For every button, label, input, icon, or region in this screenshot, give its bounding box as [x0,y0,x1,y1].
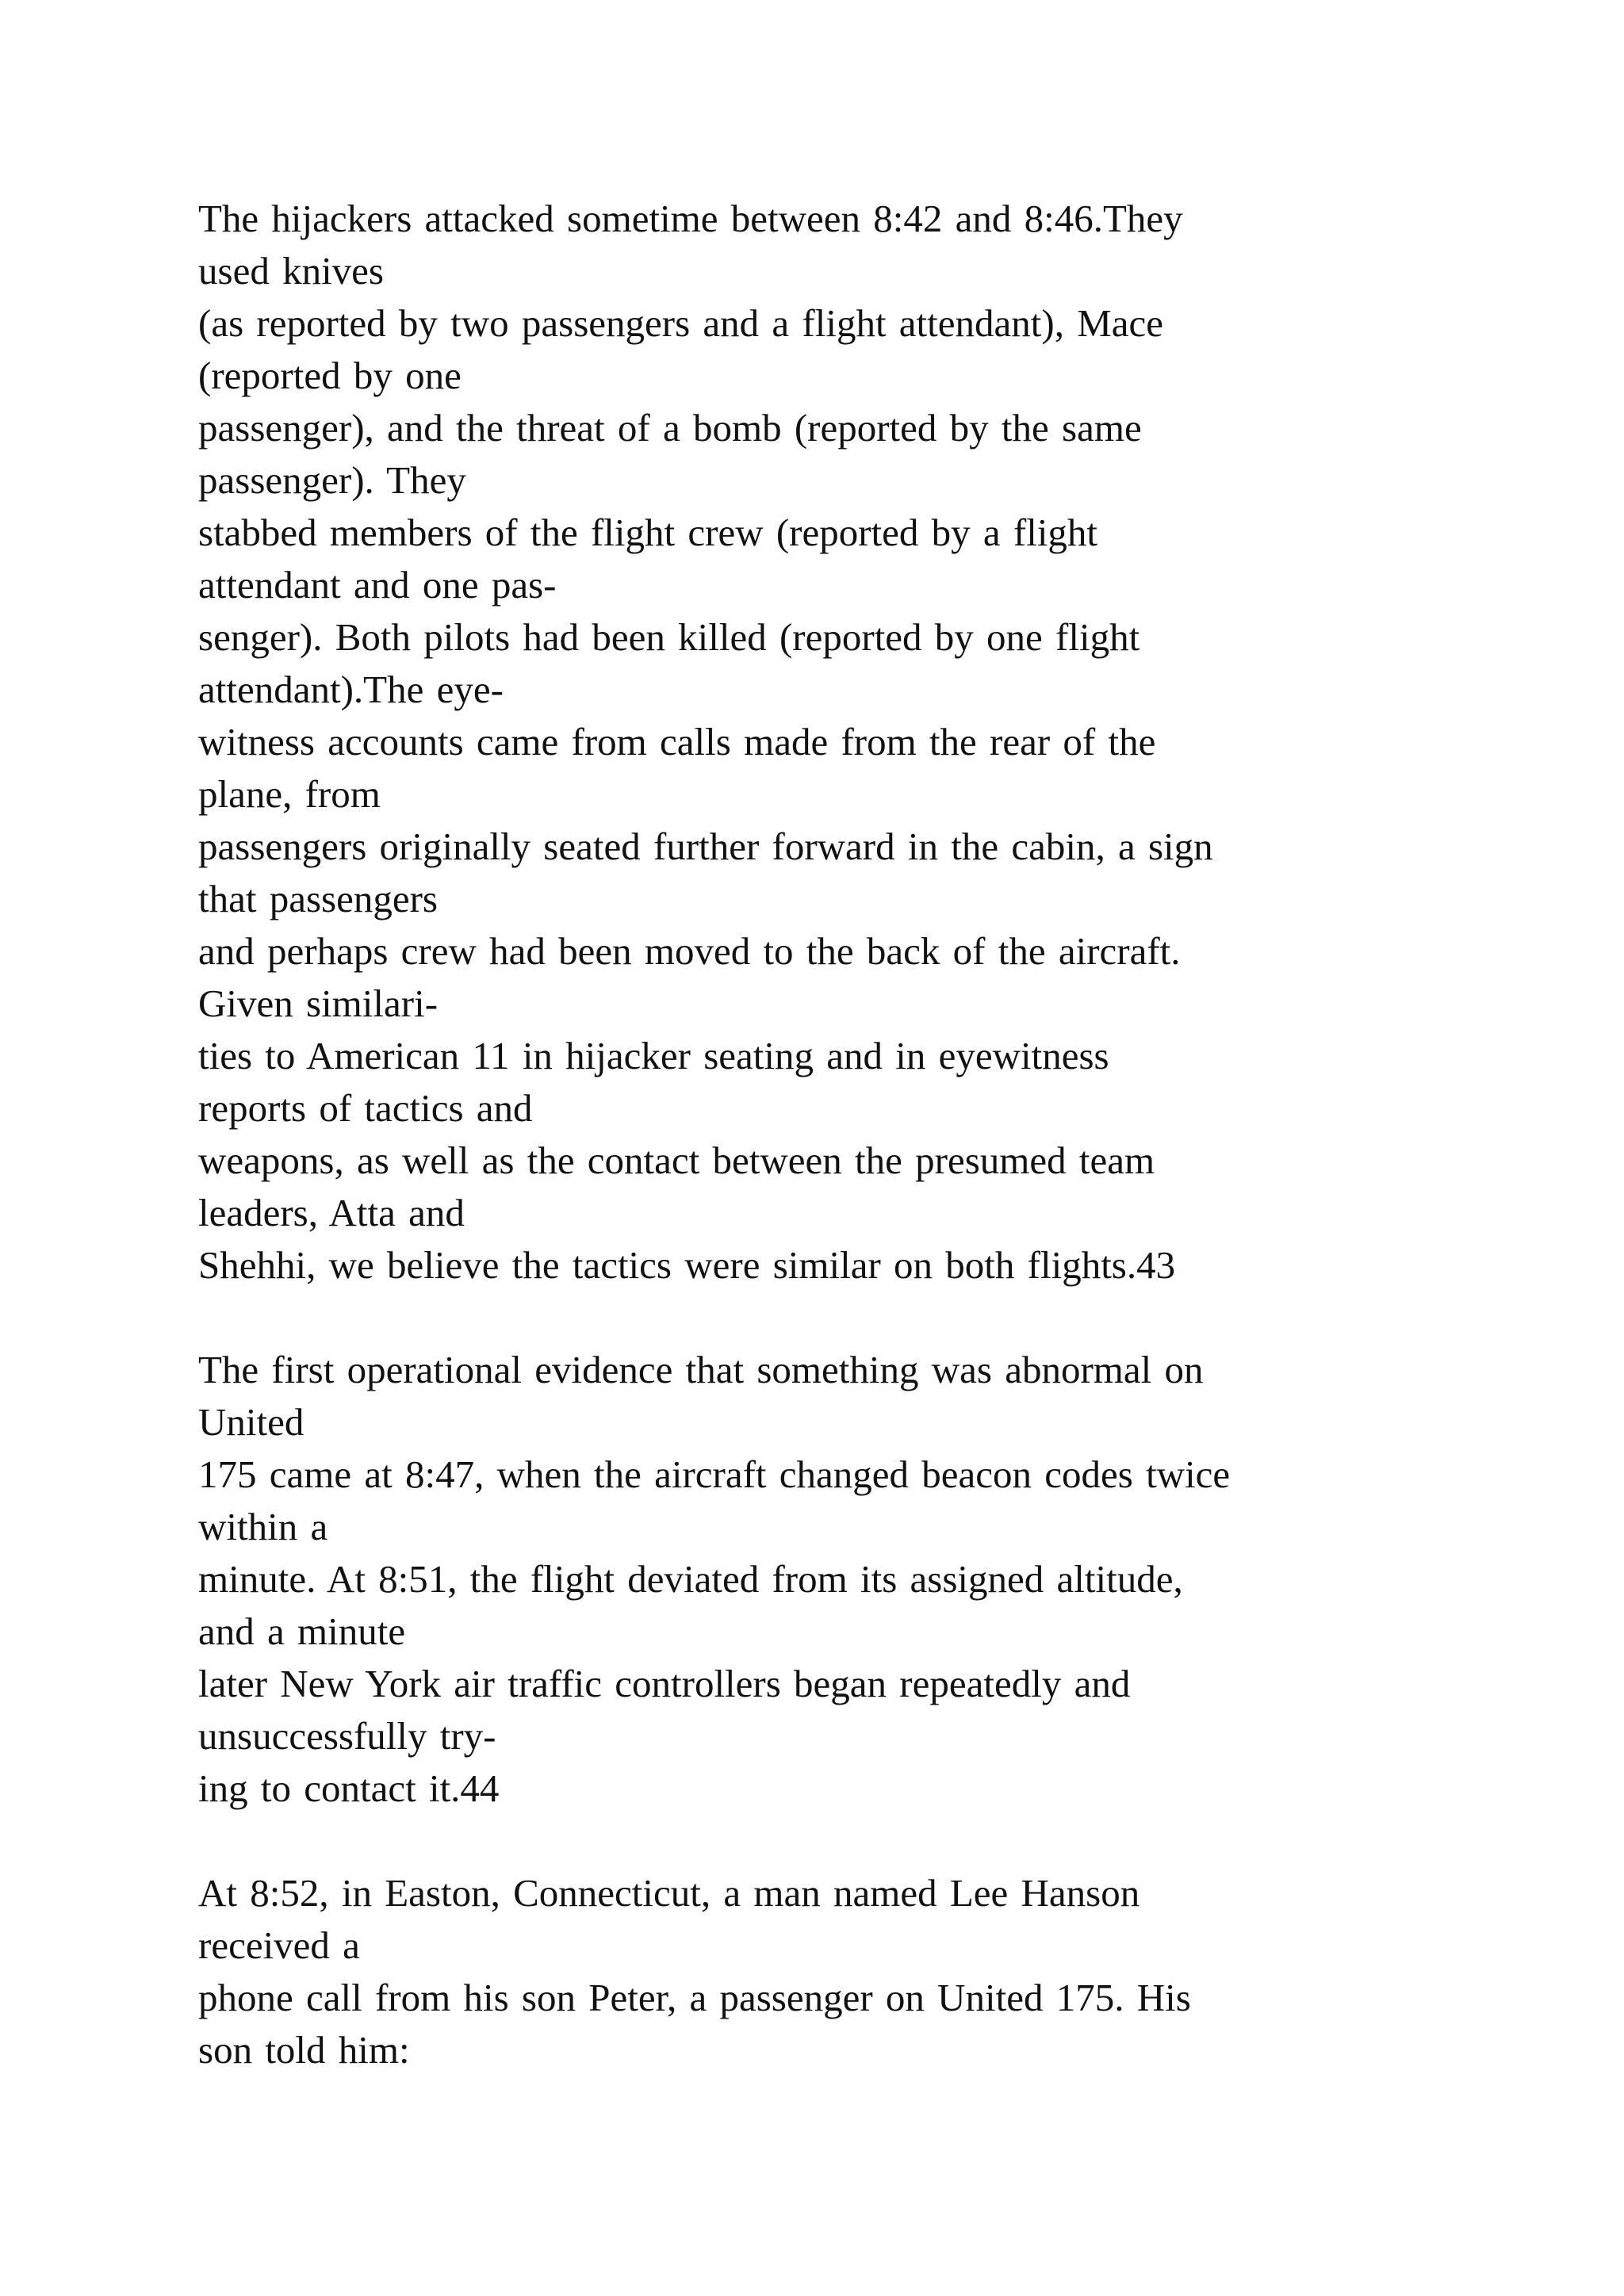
text-line: passenger), and the threat of a bomb (reported by the same [198,406,1142,450]
text-line: weapons, as well as the contact between the presumed team [198,1138,1155,1182]
text-line: phone call from his son Peter, a passenger on United 175. His [198,1976,1191,2019]
text-line: used knives [198,249,384,293]
text-line: (reported by one [198,354,462,397]
document-body [198,193,1507,2076]
text-line: later New York air traffic controllers began repeatedly and [198,1662,1131,1705]
paragraph-lee-hanson-call [198,1867,1507,2076]
text-line: The first operational evidence that something was abnormal on [198,1348,1204,1391]
text-line: reports of tactics and [198,1086,533,1130]
text-line: ing to contact it.44 [198,1766,500,1810]
paragraph-united-175-evidence [198,1344,1507,1815]
text-line: United [198,1400,304,1444]
text-line: and perhaps crew had been moved to the back of the aircraft. [198,929,1181,973]
text-line: leaders, Atta and [198,1191,465,1234]
text-line: plane, from [198,772,381,816]
text-line: stabbed members of the flight crew (reported by a flight [198,511,1098,554]
text-line: Shehhi, we believe the tactics were similar on both flights.43 [198,1243,1176,1287]
text-line: Given similari- [198,982,439,1025]
text-line: senger). Both pilots had been killed (reported by one flight [198,615,1140,659]
text-line: received a [198,1923,360,1967]
text-line: passengers originally seated further forward in the cabin, a sign [198,825,1213,868]
text-line: that passengers [198,877,438,920]
text-line: witness accounts came from calls made from the rear of the [198,720,1156,763]
text-line: passenger). They [198,458,466,502]
text-line: ties to American 11 in hijacker seating and in eyewitness [198,1034,1109,1077]
text-line: (as reported by two passengers and a flight attendant), Mace [198,301,1164,345]
text-line: The hijackers attacked sometime between 8:42 and 8:46.They [198,197,1183,240]
text-line: attendant and one pas- [198,563,557,607]
text-line: within a [198,1505,328,1548]
text-line: At 8:52, in Easton, Connecticut, a man named Lee Hanson [198,1871,1140,1915]
paragraph-spacer [198,1815,1507,1867]
paragraph-hijackers-attack [198,193,1507,1292]
text-line: 175 came at 8:47, when the aircraft changed beacon codes twice [198,1452,1231,1496]
paragraph-spacer [198,1292,1507,1344]
text-line: unsuccessfully try- [198,1714,496,1758]
text-line: and a minute [198,1609,406,1653]
text-line: son told him: [198,2028,410,2072]
text-line: minute. At 8:51, the flight deviated from its assigned altitude, [198,1557,1183,1601]
text-line: attendant).The eye- [198,668,504,711]
